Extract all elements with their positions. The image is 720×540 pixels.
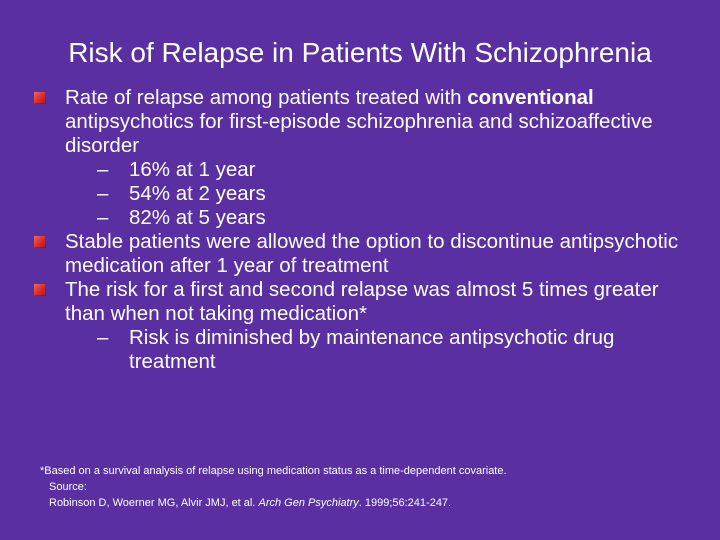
bullet-list [34,86,704,374]
sub-item [65,158,704,182]
footnote [40,463,680,511]
footnote-note: *Based on a survival analysis of relapse using medication status as a time-dependent covariate. [40,465,507,477]
sub-item [65,326,704,374]
sub-item [65,182,704,206]
source-label: Source: [49,481,87,493]
square-bullet-icon [34,92,46,104]
bullet-item-discontinue-option [34,230,704,278]
bullet-item-relapse-risk [34,278,704,374]
citation-details: . 1999;56:241-247. [358,497,452,509]
bullet-text-part: antipsychotics for first-episode schizophrenia and schizoaffective disorder [65,110,653,157]
journal-title: Arch Gen Psychiatry [258,497,359,509]
sub-item-text: 82% at 5 years [129,206,266,229]
bullet-text: The risk for a first and second relapse was almost 5 times greater than when not taking medication* [65,278,659,325]
dash-marker: – [97,206,109,229]
sub-item [65,206,704,230]
sub-list [65,158,704,230]
slide-title: Risk of Relapse in Patients With Schizophrenia [68,37,652,68]
square-bullet-icon [34,284,46,296]
bullet-text-part: Rate of relapse among patients treated with [65,86,468,109]
dash-marker: – [97,182,109,205]
sub-item-text: 54% at 2 years [129,182,266,205]
bullet-text [65,86,704,158]
sub-item-text: 16% at 1 year [129,158,256,181]
bullet-item-relapse-rate [34,86,704,230]
bullet-text: Stable patients were allowed the option to discontinue antipsychotic medication after 1 year of treatment [65,230,679,277]
sub-list [65,326,704,374]
dash-marker: – [97,158,109,181]
emphasis-text: conventional [467,86,594,109]
dash-marker: – [97,326,109,349]
sub-item-text: Risk is diminished by maintenance antipsychotic drug treatment [129,326,615,373]
citation-authors: Robinson D, Woerner MG, Alvir JMJ, et al. [49,497,259,509]
square-bullet-icon [34,236,46,248]
citation [40,495,680,511]
